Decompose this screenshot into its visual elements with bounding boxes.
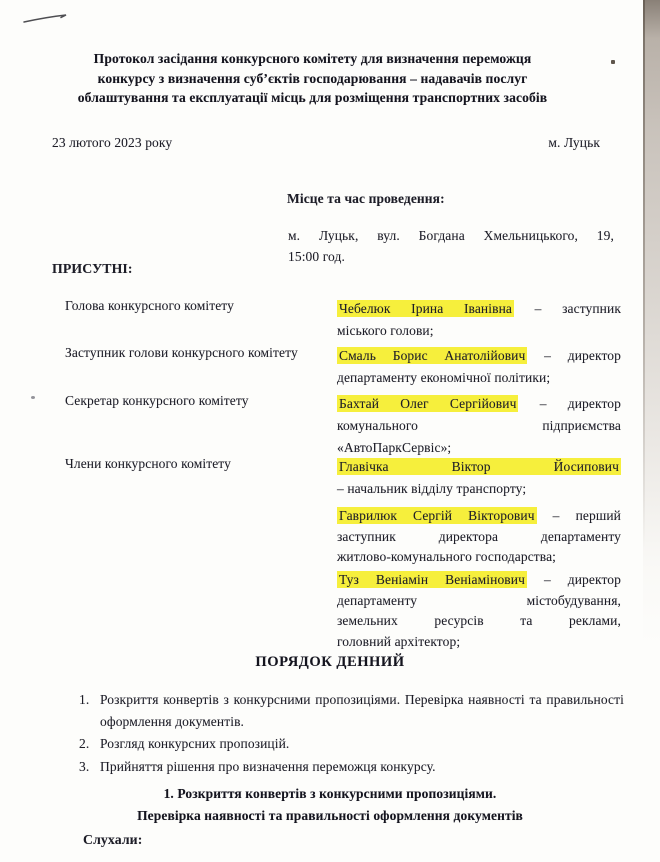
attendee-line bbox=[337, 345, 621, 367]
agenda-item-number: 2. bbox=[79, 736, 90, 751]
attendee-text: головний архітектор; bbox=[337, 633, 461, 649]
attendee-text: – директор bbox=[526, 572, 621, 587]
venue-address-line-1: м. Луцьк, вул. Богдана Хмельницького, 19, bbox=[288, 228, 614, 243]
attendee-line bbox=[337, 527, 621, 548]
attendee-text: міського голови; bbox=[337, 323, 434, 338]
section-heading-line-2: Перевірка наявності та правильності оформлення документів bbox=[137, 808, 523, 823]
attendee-description bbox=[337, 456, 621, 500]
attendee-text: департаменту містобудування, bbox=[337, 592, 621, 608]
attendee-line bbox=[337, 547, 621, 568]
attendee-line bbox=[337, 415, 621, 437]
attendee-name-highlight: Гаврилюк Сергій Вікторович bbox=[339, 508, 535, 523]
attendee-line bbox=[337, 506, 621, 527]
attendee-role: Члени конкурсного комітету bbox=[65, 456, 231, 471]
attendee-line bbox=[337, 632, 621, 653]
attendee-description bbox=[337, 345, 621, 389]
venue-heading: Місце та час проведення: bbox=[287, 191, 445, 206]
attendee-name-highlight: Туз Веніамін Веніамінович bbox=[339, 572, 525, 587]
document-date: 23 лютого 2023 року bbox=[52, 135, 173, 150]
attendee-line bbox=[337, 478, 621, 500]
attendee-name-highlight: Главічка Віктор Йосипович bbox=[339, 459, 619, 474]
attendee-text: – директор bbox=[518, 396, 621, 411]
attendee-name-highlight: Бахтай Олег Сергійович bbox=[339, 396, 517, 411]
attendee-text: – заступник bbox=[514, 301, 621, 316]
attendee-text: житлово-комунального господарства; bbox=[337, 549, 557, 564]
attendee-line bbox=[337, 320, 621, 342]
attendee-line bbox=[337, 570, 621, 591]
heard-heading: Слухали: bbox=[83, 832, 143, 847]
attendee-line bbox=[337, 298, 621, 320]
attendee-description bbox=[337, 298, 621, 342]
section-heading bbox=[40, 783, 620, 827]
section-heading-line-1: 1. Розкриття конвертів з конкурсними пропозиціями. bbox=[163, 786, 497, 801]
attendee-text: заступник директора департаменту bbox=[337, 528, 621, 544]
present-heading: ПРИСУТНІ: bbox=[52, 261, 133, 276]
venue-address bbox=[288, 226, 614, 267]
agenda-item-number: 1. bbox=[79, 692, 90, 707]
attendee-line bbox=[337, 393, 621, 415]
attendee-text: – начальник відділу транспорту; bbox=[337, 481, 527, 496]
title-line-3: облаштування та експлуатації місць для розміщення транспортних засобів bbox=[77, 90, 548, 105]
attendee-line bbox=[337, 591, 621, 612]
attendee-role: Секретар конкурсного комітету bbox=[65, 393, 249, 408]
attendee-text: – директор bbox=[527, 348, 621, 363]
attendee-description bbox=[337, 570, 621, 652]
agenda-item-number: 3. bbox=[79, 758, 90, 774]
attendee-line bbox=[337, 367, 621, 389]
title-line-2: конкурсу з визначення суб’єктів господарювання – надавачів послуг bbox=[97, 70, 528, 86]
attendee-text: земельних ресурсів та реклами, bbox=[337, 613, 621, 628]
attendee-text: комунального підприємства bbox=[337, 418, 621, 433]
agenda-item bbox=[79, 756, 624, 778]
agenda-list bbox=[79, 689, 624, 777]
agenda-item-text: Прийняття рішення про визначення переможця конкурсу. bbox=[100, 758, 436, 774]
document-title bbox=[40, 49, 585, 108]
attendee-description bbox=[337, 506, 621, 568]
attendee-text: департаменту економічної політики; bbox=[337, 370, 551, 385]
agenda-item-text: Розгляд конкурсних пропозицій. bbox=[100, 736, 290, 751]
agenda-item-text: Розкриття конвертів з конкурсними пропозиціями. Перевірка наявності та правильності оформлення документів. bbox=[100, 692, 624, 729]
scan-dot bbox=[31, 396, 35, 399]
attendee-role: Заступник голови конкурсного комітету bbox=[65, 345, 298, 360]
agenda-heading: ПОРЯДОК ДЕННИЙ bbox=[255, 654, 405, 670]
agenda-item bbox=[79, 733, 624, 755]
attendee-line bbox=[337, 456, 621, 478]
attendee-text: «АвтоПаркСервіс»; bbox=[337, 440, 452, 455]
attendee-line bbox=[337, 611, 621, 632]
attendee-description bbox=[337, 393, 621, 459]
title-line-1: Протокол засідання конкурсного комітету для визначення переможця bbox=[93, 51, 532, 66]
date-row bbox=[52, 135, 600, 151]
scan-speck bbox=[611, 60, 615, 64]
attendee-name-highlight: Чебелюк Ірина Іванівна bbox=[339, 301, 512, 316]
attendee-text: – перший bbox=[536, 508, 621, 523]
pen-mark bbox=[22, 12, 70, 26]
agenda-item bbox=[79, 689, 624, 732]
scan-edge-shadow bbox=[643, 0, 660, 645]
venue-address-line-2: 15:00 год. bbox=[288, 248, 345, 264]
attendee-name-highlight: Смаль Борис Анатолійович bbox=[339, 348, 526, 363]
document-city: м. Луцьк bbox=[548, 135, 600, 150]
attendee-role: Голова конкурсного комітету bbox=[65, 298, 234, 313]
